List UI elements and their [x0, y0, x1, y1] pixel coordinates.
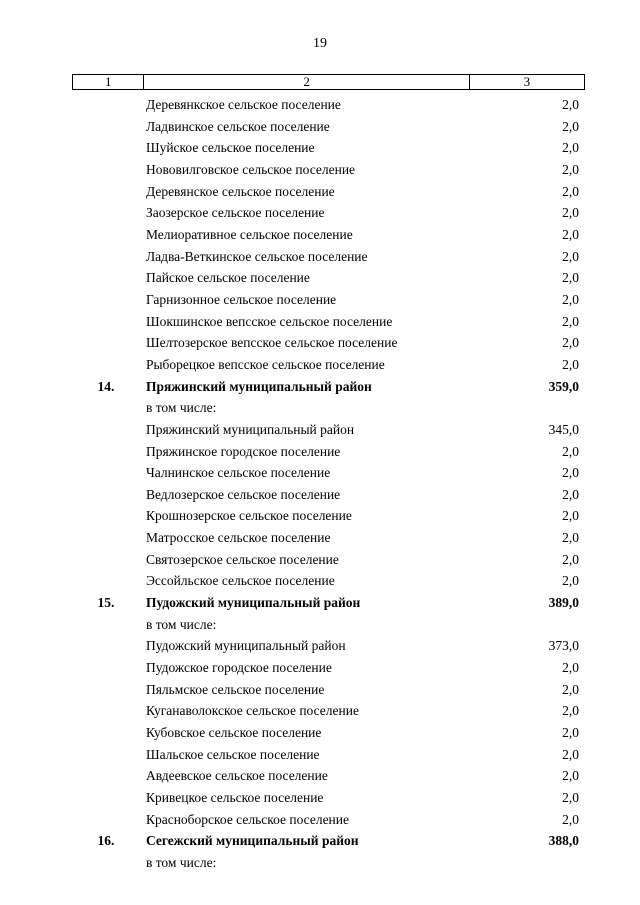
column-header-3: 3 [469, 75, 584, 90]
row-value: 2,0 [562, 551, 579, 567]
row-value: 2,0 [562, 291, 579, 307]
table-row [72, 549, 585, 571]
row-name: Эссойльское сельское поселение [145, 573, 335, 589]
row-name: Шелтозерское вепсское сельское поселение [145, 335, 398, 351]
table-row [72, 246, 585, 268]
row-value: 2,0 [562, 811, 579, 827]
table-row [72, 202, 585, 224]
table-row [72, 224, 585, 246]
row-name: Ладвинское сельское поселение [145, 118, 330, 134]
row-value [469, 397, 585, 419]
page-number: 19 [313, 36, 327, 51]
table-row [72, 267, 585, 289]
row-name: Мелиоративное сельское поселение [145, 226, 353, 242]
row-number [72, 441, 140, 463]
row-number [72, 289, 140, 311]
row-number [72, 549, 140, 571]
row-number [72, 787, 140, 809]
row-number [72, 635, 140, 657]
row-name: Пяльмское сельское поселение [145, 681, 325, 697]
row-number: 16. [97, 833, 115, 849]
table-body [72, 94, 585, 874]
row-number [72, 246, 140, 268]
row-number [72, 505, 140, 527]
table-row [72, 289, 585, 311]
table-row [72, 679, 585, 701]
row-name: Матросское сельское поселение [145, 530, 331, 546]
row-number [72, 311, 140, 333]
table-row [72, 809, 585, 831]
row-value: 2,0 [562, 248, 579, 264]
row-name: Деревянкское сельское поселение [145, 97, 341, 112]
row-value: 2,0 [562, 508, 579, 524]
row-number [72, 419, 140, 441]
table-row [72, 397, 585, 419]
row-number [72, 744, 140, 766]
row-name: в том числе: [145, 616, 217, 632]
row-value: 2,0 [562, 703, 579, 719]
row-value: 2,0 [562, 183, 579, 199]
table-row [72, 505, 585, 527]
row-name: в том числе: [145, 400, 217, 416]
row-name: Ведлозерское сельское поселение [145, 486, 341, 502]
column-header-2: 2 [144, 75, 469, 90]
row-name: Шуйское сельское поселение [145, 140, 315, 156]
table-row [72, 332, 585, 354]
row-number [72, 570, 140, 592]
table-row [72, 614, 585, 636]
row-number [72, 116, 140, 138]
row-name: Рыборецкое вепсское сельское поселение [145, 356, 385, 372]
table-row [72, 441, 585, 463]
row-value [469, 614, 585, 636]
row-value: 2,0 [562, 335, 579, 351]
row-name: Кривецкое сельское поселение [145, 790, 324, 805]
table-row [72, 527, 585, 549]
table-header [72, 74, 585, 90]
row-name: Заозерское сельское поселение [145, 205, 325, 221]
row-value: 373,0 [548, 638, 579, 654]
row-name: Шокшинское вепсское сельское поселение [145, 313, 393, 329]
row-value: 2,0 [562, 486, 579, 502]
table-row [72, 830, 585, 852]
row-number [72, 484, 140, 506]
table-row [72, 657, 585, 679]
row-value: 2,0 [562, 118, 579, 134]
row-name: Деревянское сельское поселение [145, 183, 335, 199]
row-value: 2,0 [562, 443, 579, 459]
table-row [72, 376, 585, 398]
row-name: Куганаволокское сельское поселение [145, 703, 359, 719]
row-number [72, 809, 140, 831]
table-row [72, 744, 585, 766]
table-row [72, 419, 585, 441]
row-value: 2,0 [562, 465, 579, 481]
row-name: Пудожское городское поселение [145, 660, 332, 676]
row-value: 389,0 [548, 595, 579, 611]
table-row [72, 592, 585, 614]
row-value: 2,0 [562, 573, 579, 589]
row-value: 2,0 [562, 313, 579, 329]
table-row [72, 94, 585, 116]
row-value: 2,0 [562, 681, 579, 697]
table-row [72, 116, 585, 138]
row-name: Красноборское сельское поселение [145, 811, 350, 827]
row-value: 2,0 [562, 161, 579, 177]
row-value: 2,0 [562, 97, 579, 112]
table-row [72, 852, 585, 874]
table-row [72, 181, 585, 203]
row-value [469, 852, 585, 874]
row-name: Пряжинское городское поселение [145, 443, 341, 459]
row-number [72, 679, 140, 701]
table-row [72, 484, 585, 506]
table-row [72, 137, 585, 159]
row-value: 2,0 [562, 140, 579, 156]
row-value: 2,0 [562, 530, 579, 546]
row-number [72, 614, 140, 636]
row-value: 2,0 [562, 205, 579, 221]
table-row [72, 311, 585, 333]
row-value: 2,0 [562, 660, 579, 676]
row-value: 2,0 [562, 725, 579, 741]
row-name: Сегежский муниципальный район [145, 833, 359, 849]
row-number [72, 224, 140, 246]
row-number [72, 332, 140, 354]
table-row [72, 700, 585, 722]
row-name: Шальское сельское поселение [145, 746, 320, 762]
table-row [72, 722, 585, 744]
row-value: 359,0 [548, 378, 579, 394]
row-number [72, 852, 140, 874]
column-header-1: 1 [73, 75, 144, 90]
row-name: Пряжинский муниципальный район [145, 378, 372, 394]
row-name: Пайское сельское поселение [145, 270, 310, 286]
table-row [72, 765, 585, 787]
row-name: Кубовское сельское поселение [145, 725, 322, 741]
row-name: Пудожский муниципальный район [145, 595, 361, 611]
table-row [72, 570, 585, 592]
row-name: Гарнизонное сельское поселение [145, 291, 337, 307]
row-value: 388,0 [548, 833, 579, 849]
row-value: 2,0 [562, 356, 579, 372]
row-number [72, 159, 140, 181]
table-row [72, 354, 585, 376]
row-value: 2,0 [562, 768, 579, 784]
row-value: 345,0 [548, 421, 579, 437]
table-row [72, 635, 585, 657]
row-name: Ладва-Веткинское сельское поселение [145, 248, 368, 264]
row-number [72, 354, 140, 376]
table-row [72, 159, 585, 181]
row-number [72, 765, 140, 787]
row-name: Авдеевское сельское поселение [145, 768, 328, 784]
row-number [72, 722, 140, 744]
table-row [72, 462, 585, 484]
row-number [72, 94, 140, 116]
row-number [72, 657, 140, 679]
row-name: Пудожский муниципальный район [145, 638, 346, 654]
row-value: 2,0 [562, 790, 579, 805]
row-number [72, 202, 140, 224]
row-name: Святозерское сельское поселение [145, 551, 339, 567]
row-number [72, 397, 140, 419]
row-name: Пряжинский муниципальный район [145, 421, 355, 437]
row-number [72, 137, 140, 159]
row-number [72, 527, 140, 549]
row-name: Нововилговское сельское поселение [145, 161, 356, 177]
row-number [72, 700, 140, 722]
row-name: в том числе: [145, 854, 217, 870]
row-name: Чалнинское сельское поселение [145, 465, 331, 481]
row-value: 2,0 [562, 746, 579, 762]
table-row [72, 787, 585, 809]
row-number: 15. [97, 595, 115, 611]
row-value: 2,0 [562, 226, 579, 242]
row-number [72, 462, 140, 484]
allocation-table [72, 94, 585, 874]
row-number: 14. [97, 378, 115, 394]
row-number [72, 267, 140, 289]
row-number [72, 181, 140, 203]
row-name: Крошнозерское сельское поселение [145, 508, 352, 524]
row-value: 2,0 [562, 270, 579, 286]
